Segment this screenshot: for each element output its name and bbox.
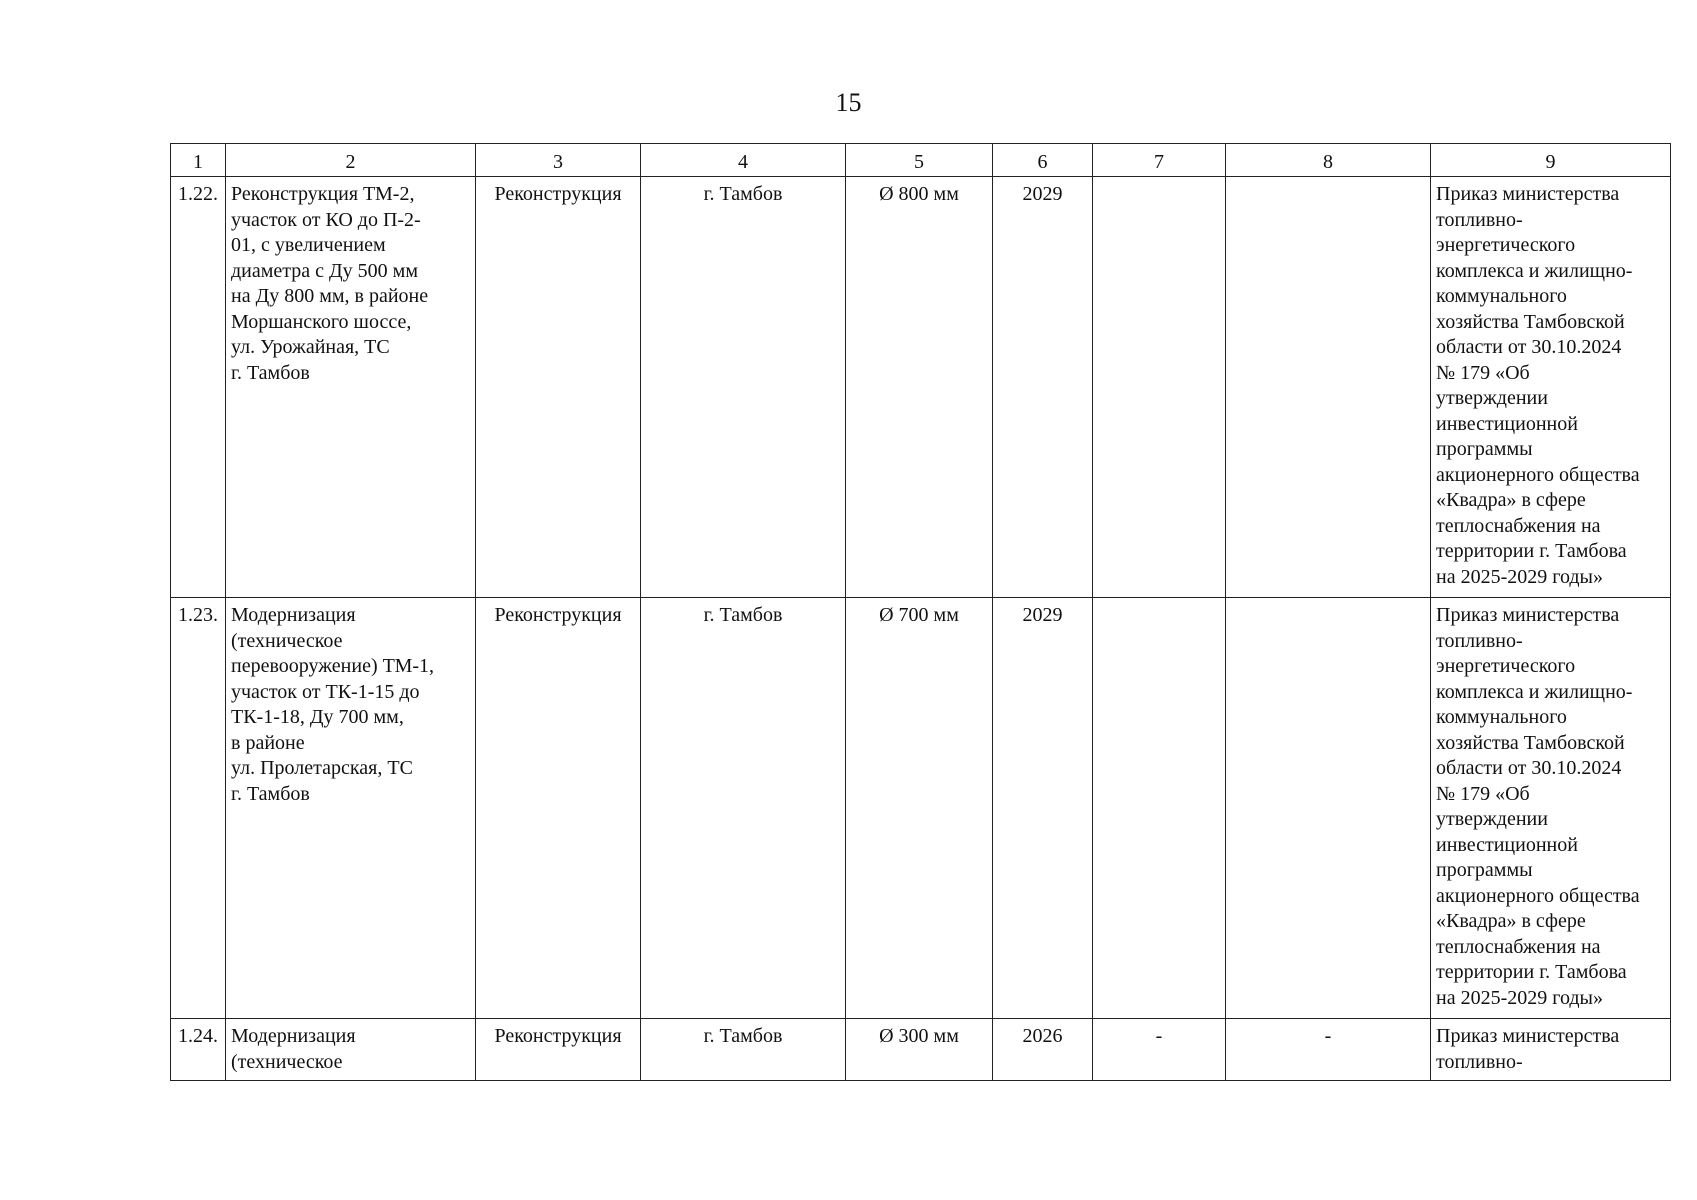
- name-line: ул. Пролетарская, ТС: [231, 757, 413, 779]
- doc-line: энергетического: [1436, 234, 1576, 256]
- name-line: перевооружение) ТМ-1,: [231, 655, 435, 677]
- column-header-8: 8: [1226, 144, 1431, 177]
- column-7-cell: [1093, 598, 1226, 1019]
- doc-line: на 2025-2029 годы»: [1436, 986, 1603, 1009]
- work-type: Реконструкция: [476, 598, 641, 1019]
- column-header-6: 6: [993, 144, 1093, 177]
- object-name: [226, 177, 476, 598]
- doc-line: коммунального: [1436, 285, 1567, 307]
- name-line: ТК-1-18, Ду 700 мм,: [231, 706, 404, 728]
- doc-line: № 179 «Об: [1436, 782, 1530, 805]
- column-header-9: 9: [1431, 144, 1671, 177]
- doc-line: «Квадра» в сфере: [1436, 489, 1586, 511]
- name-line: участок от КО до П-2-: [231, 208, 421, 231]
- doc-line: территории г. Тамбова: [1436, 961, 1627, 983]
- doc-line: утверждении: [1436, 808, 1548, 830]
- column-8-cell: -: [1226, 1019, 1431, 1081]
- diameter: Ø 800 мм: [846, 177, 993, 598]
- work-type: Реконструкция: [476, 177, 641, 598]
- table-row: [171, 598, 1671, 1019]
- location: г. Тамбов: [641, 598, 846, 1019]
- name-line: Реконструкция ТМ-2,: [231, 183, 415, 205]
- location: г. Тамбов: [641, 177, 846, 598]
- year: 2029: [993, 598, 1093, 1019]
- doc-line: топливно-: [1436, 1050, 1523, 1073]
- name-line: г. Тамбов: [231, 361, 310, 384]
- diameter: Ø 300 мм: [846, 1019, 993, 1081]
- row-number: 1.23.: [171, 598, 226, 1019]
- doc-line: программы: [1436, 859, 1533, 881]
- table-header-row: [171, 144, 1671, 177]
- doc-line: коммунального: [1436, 706, 1567, 728]
- doc-line: комплекса и жилищно-: [1436, 680, 1633, 703]
- doc-line: области от 30.10.2024: [1436, 757, 1622, 779]
- row-number: 1.24.: [171, 1019, 226, 1081]
- doc-line: программы: [1436, 438, 1533, 460]
- doc-line: теплоснабжения на: [1436, 514, 1601, 537]
- diameter: Ø 700 мм: [846, 598, 993, 1019]
- name-line: Модернизация: [231, 1025, 356, 1047]
- column-7-cell: -: [1093, 1019, 1226, 1081]
- row-number: 1.22.: [171, 177, 226, 598]
- doc-line: утверждении: [1436, 387, 1548, 409]
- doc-line: «Квадра» в сфере: [1436, 910, 1586, 932]
- year: 2026: [993, 1019, 1093, 1081]
- column-7-cell: [1093, 177, 1226, 598]
- column-header-5: 5: [846, 144, 993, 177]
- doc-line: комплекса и жилищно-: [1436, 259, 1633, 282]
- doc-line: № 179 «Об: [1436, 361, 1530, 384]
- doc-line: на 2025-2029 годы»: [1436, 565, 1603, 588]
- doc-line: энергетического: [1436, 655, 1576, 677]
- doc-line: инвестиционной: [1436, 412, 1578, 435]
- doc-line: Приказ министерства: [1436, 183, 1620, 205]
- column-header-1: 1: [171, 144, 226, 177]
- name-line: 01, с увеличением: [231, 234, 386, 256]
- doc-line: топливно-: [1436, 629, 1523, 652]
- location: г. Тамбов: [641, 1019, 846, 1081]
- column-8-cell: [1226, 598, 1431, 1019]
- column-header-3: 3: [476, 144, 641, 177]
- table-row: [171, 1019, 1671, 1081]
- year: 2029: [993, 177, 1093, 598]
- doc-line: теплоснабжения на: [1436, 935, 1601, 958]
- basis-document: [1431, 598, 1671, 1019]
- basis-document: [1431, 1019, 1671, 1081]
- doc-line: Приказ министерства: [1436, 1025, 1620, 1047]
- work-type: Реконструкция: [476, 1019, 641, 1081]
- doc-line: акционерного общества: [1436, 463, 1640, 486]
- doc-line: Приказ министерства: [1436, 604, 1620, 626]
- doc-line: территории г. Тамбова: [1436, 540, 1627, 562]
- doc-line: хозяйства Тамбовской: [1436, 310, 1625, 333]
- object-name: [226, 598, 476, 1019]
- name-line: г. Тамбов: [231, 782, 310, 805]
- name-line: участок от ТК-1-15 до: [231, 680, 420, 703]
- doc-line: инвестиционной: [1436, 833, 1578, 856]
- table-row: [171, 177, 1671, 598]
- name-line: Моршанского шоссе,: [231, 310, 412, 333]
- doc-line: топливно-: [1436, 208, 1523, 231]
- name-line: Модернизация: [231, 604, 356, 626]
- column-header-7: 7: [1093, 144, 1226, 177]
- object-name: [226, 1019, 476, 1081]
- name-line: ул. Урожайная, ТС: [231, 336, 390, 358]
- name-line: на Ду 800 мм, в районе: [231, 285, 429, 307]
- name-line: диаметра с Ду 500 мм: [231, 259, 418, 282]
- doc-line: хозяйства Тамбовской: [1436, 731, 1625, 754]
- column-8-cell: [1226, 177, 1431, 598]
- name-line: в районе: [231, 731, 305, 754]
- doc-line: акционерного общества: [1436, 884, 1640, 907]
- page-number: 15: [835, 88, 862, 117]
- doc-line: области от 30.10.2024: [1436, 336, 1622, 358]
- projects-table: [170, 143, 1671, 1081]
- column-header-2: 2: [226, 144, 476, 177]
- column-header-4: 4: [641, 144, 846, 177]
- name-line: (техническое: [231, 1050, 343, 1073]
- basis-document: [1431, 177, 1671, 598]
- name-line: (техническое: [231, 629, 343, 652]
